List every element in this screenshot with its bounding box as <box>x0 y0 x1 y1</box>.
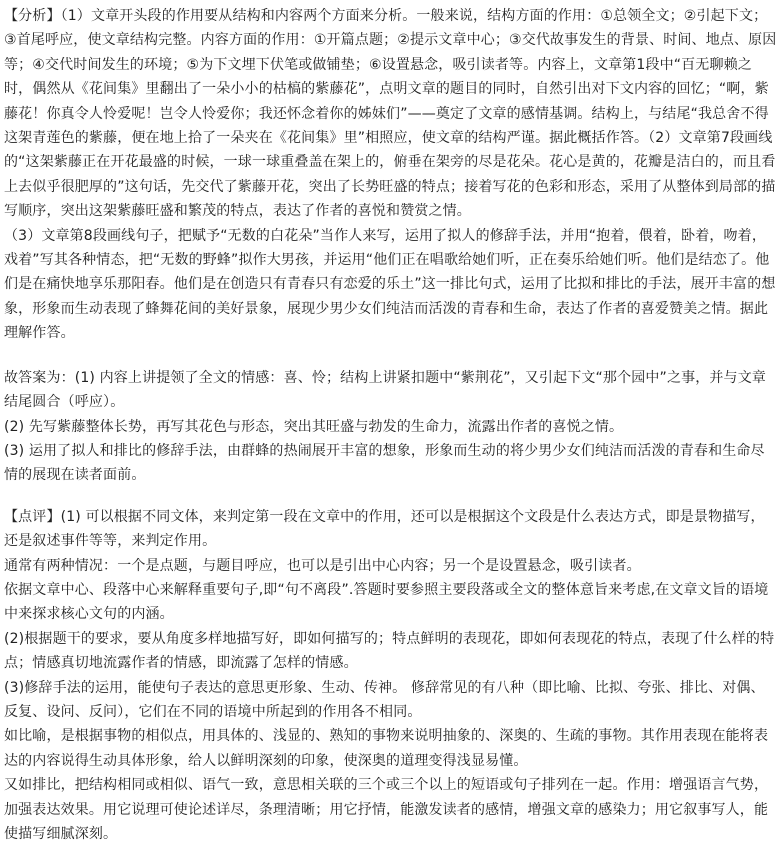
comment-line-4: (2)根据题干的要求，要从角度多样地描写好，即如何描写的；特点鲜明的表现花，即如何表现花的特点，表现了什么样的特点；情感真切地流露作者的情感，即流露了怎样的情感。 <box>4 630 775 672</box>
comment-line-1: 【点评】(1) 可以根据不同文体，来判定第一段在文章中的作用，还可以是根据这个文段是什么表达方式，即是景物描写，还是叙述事件等等，来判定作用。 <box>4 508 765 550</box>
analysis-paragraph-1: 【分析】（1）文章开头段的作用要从结构和内容两个方面来分析。一般来说，结构方面的作用：①总领全文；②引起下文；③首尾呼应，使文章结构完整。内容方面的作用：①开篇点题；②提示文章中心；③交代故事发生的背景、时间、地点、原因等；④交代时间发生的环境；⑤为下文埋下伏笔或做铺垫；⑥设置悬念，吸引读者等。内容上，文章第1段中“百无聊赖之时，偶然从《花间集》里翻出了一朵小小的枯槁的紫藤花”，点明文章的题目的同时，自然引出对下文内容的回忆；“啊，紫藤花！你真令人怜爱呢！岂令人怜爱你；我还怀念着你的姊妹们”——奠定了文章的感情基调。结构上，与结尾“我总舍不得这架青莲色的紫藤，便在地上拾了一朵夹在《花间集》里”相照应，使文章的结构严谨。据此概括作答。（2）文章第7段画线的“这架紫藤正在开花最盛的时候，一球一球重叠盖在架上的，俯垂在架旁的尽是花朵。花心是黄的，花瓣是洁白的，而且看上去似乎很肥厚的”这句话，先交代了紫藤开花，突出了长势旺盛的特点；接着写花的色彩和形态，采用了从整体到局部的描写顺序，突出这架紫藤旺盛和繁茂的特点，表达了作者的喜悦和赞赏之情。 <box>4 8 777 220</box>
comment-line-2: 通常有两种情况：一个是点题，与题目呼应，也可以是引出中心内容；另一个是设置悬念，吸引读者。 <box>4 557 641 574</box>
comment-line-3: 依据文章中心、段落中心来解释重要句子,即“句不离段”.答题时要参照主要段落或全文的整体意旨来考虑,在文章文旨的语境中来探求核心文句的内涵。 <box>4 581 769 623</box>
comment-section <box>4 505 778 846</box>
analysis-section <box>4 4 778 346</box>
analysis-paragraph-2: （3）文章第8段画线句子，把赋予“无数的白花朵”当作人来写，运用了拟人的修辞手法，并用“抱着，偎着，卧着，吻着，戏着”写其各种情态，把“无数的野蜂”拟作大男孩，并运用“他们正在唱歌给她们听，正在奏乐给她们听。他们是结恋了。他们是在痛快地享乐那阳春。他们是在创造只有青春只有恋爱的乐土”这一排比句式，运用了比拟和排比的手法，展开丰富的想象，形象而生动表现了蜂舞花间的美好景象，展现少男少女们纯洁而活泼的青春和生命，表达了作者的喜爱赞美之情。据此理解作答。 <box>4 227 776 342</box>
answer-line-3: (3) 运用了拟人和排比的修辞手法，由群蜂的热闹展开丰富的想象，形象而生动的将少男少女们纯洁而活泼的青春和生命尽情的展现在读者面前。 <box>4 442 765 484</box>
section-gap <box>4 488 778 505</box>
comment-line-6: 如比喻，是根据事物的相似点，用具体的、浅显的、熟知的事物来说明抽象的、深奥的、生疏的事物。其作用表现在能将表达的内容说得生动具体形象，给人以鲜明深刻的印象，使深奥的道理变得浅显易懂。 <box>4 728 769 769</box>
answer-line-1: 故答案为：(1) 内容上讲提领了全文的情感：喜、怜；结构上讲紧扣题中“紫荆花”，又引起下文“那个园中”之事，并与文章结尾圆合（呼应）。 <box>4 369 766 411</box>
comment-line-7: 又如排比，把结构相同或相似、语气一致，意思相关联的三个或三个以上的短语或句子排列在一起。作用：增强语言气势，加强表达效果。用它说理可使论述详尽，条理清晰；用它抒情，能激发读者的感情，增强文章的感染力；用它叙事写人，能使描写细腻深刻。 <box>4 777 769 842</box>
answer-line-2: (2) 先写紫藤整体长势，再写其花色与形态，突出其旺盛与勃发的生命力，流露出作者的喜悦之情。 <box>4 418 624 435</box>
answer-section <box>4 366 778 488</box>
comment-line-5: (3)修辞手法的运用，能使句子表达的意思更形象、生动、传神。 修辞常见的有八种（即比喻、比拟、夸张、排比、对偶、反复、设问、反问），它们在不同的语境中所起到的作用各不相同。 <box>4 679 765 720</box>
section-gap <box>4 346 778 366</box>
